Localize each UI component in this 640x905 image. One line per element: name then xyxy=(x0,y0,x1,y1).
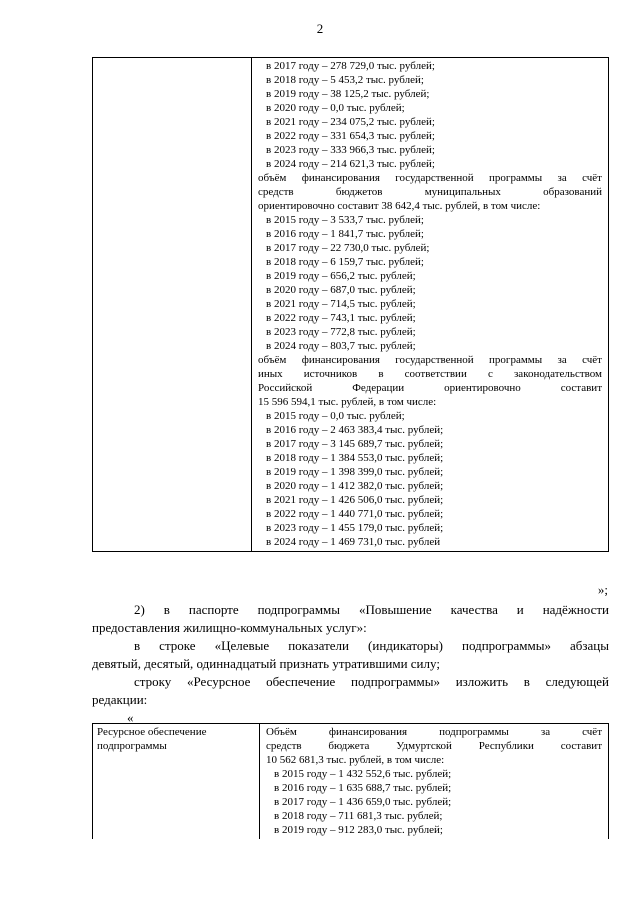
resource-line: в 2019 году – 912 283,0 тыс. рублей; xyxy=(274,824,443,836)
resource-content-cell xyxy=(260,724,609,840)
other-line: в 2015 году – 0,0 тыс. рублей; xyxy=(266,410,405,422)
municipal-line: в 2024 году – 803,7 тыс. рублей; xyxy=(266,340,416,352)
budget-line-2020: в 2020 году – 0,0 тыс. рублей; xyxy=(266,102,405,114)
other-heading-line3: Российской Федерации ориентировочно составит xyxy=(258,382,602,394)
funding-table-continued xyxy=(92,57,609,552)
resource-line: в 2015 году – 1 432 552,6 тыс. рублей; xyxy=(274,768,452,780)
other-heading-line2: иных источников в соответствии с законодательством xyxy=(258,368,602,380)
other-line: в 2016 году – 2 463 383,4 тыс. рублей; xyxy=(266,424,444,436)
municipal-line: в 2018 году – 6 159,7 тыс. рублей; xyxy=(266,256,424,268)
resource-heading-line2: средств бюджета Удмуртской Республики составит xyxy=(266,740,602,752)
resource-heading-line3: 10 562 681,3 тыс. рублей, в том числе: xyxy=(266,754,445,766)
municipal-line: в 2015 году – 3 533,7 тыс. рублей; xyxy=(266,214,424,226)
page-number: 2 xyxy=(316,21,324,36)
other-heading-line4: 15 596 594,1 тыс. рублей, в том числе: xyxy=(258,396,437,408)
resource-table xyxy=(92,723,609,839)
resources-paragraph-line1: строку «Ресурсное обеспечение подпрограммы» изложить в следующей xyxy=(134,674,609,689)
other-line: в 2019 году – 1 398 399,0 тыс. рублей; xyxy=(266,466,444,478)
table-label-cell xyxy=(93,58,252,552)
resource-line: в 2017 году – 1 436 659,0 тыс. рублей; xyxy=(274,796,452,808)
other-line: в 2023 году – 1 455 179,0 тыс. рублей; xyxy=(266,522,444,534)
table-content-cell xyxy=(252,58,609,552)
municipal-line: в 2019 году – 656,2 тыс. рублей; xyxy=(266,270,416,282)
other-line: в 2024 году – 1 469 731,0 тыс. рублей xyxy=(266,536,441,548)
municipal-heading-line3: ориентировочно составит 38 642,4 тыс. рублей, в том числе: xyxy=(258,200,541,212)
indicators-paragraph-line1: в строке «Целевые показатели (индикаторы) подпрограммы» абзацы xyxy=(134,638,609,653)
other-heading-line1: объём финансирования государственной программы за счёт xyxy=(258,354,602,366)
municipal-heading-line1: объём финансирования государственной программы за счёт xyxy=(258,172,602,184)
other-line: в 2022 году – 1 440 771,0 тыс. рублей; xyxy=(266,508,444,520)
municipal-line: в 2020 году – 687,0 тыс. рублей; xyxy=(266,284,416,296)
other-line: в 2017 году – 3 145 689,7 тыс. рублей; xyxy=(266,438,444,450)
resource-label-line1: Ресурсное обеспечение xyxy=(97,726,207,738)
resource-line: в 2016 году – 1 635 688,7 тыс. рублей; xyxy=(274,782,452,794)
resource-label-line2: подпрограммы xyxy=(97,740,167,752)
resources-paragraph-line2: редакции: xyxy=(92,692,148,707)
other-line: в 2018 году – 1 384 553,0 тыс. рублей; xyxy=(266,452,444,464)
municipal-line: в 2016 году – 1 841,7 тыс. рублей; xyxy=(266,228,424,240)
other-line: в 2021 году – 1 426 506,0 тыс. рублей; xyxy=(266,494,444,506)
budget-line-2023: в 2023 году – 333 966,3 тыс. рублей; xyxy=(266,144,435,156)
indicators-paragraph-line2: девятый, десятый, одиннадцатый признать утратившими силу; xyxy=(92,656,440,671)
closing-quote: »; xyxy=(597,582,608,597)
budget-line-2024: в 2024 году – 214 621,3 тыс. рублей; xyxy=(266,158,435,170)
budget-line-2022: в 2022 году – 331 654,3 тыс. рублей; xyxy=(266,130,435,142)
resource-label-cell xyxy=(93,724,260,840)
other-line: в 2020 году – 1 412 382,0 тыс. рублей; xyxy=(266,480,444,492)
opening-quote: « xyxy=(127,710,134,725)
amendment-paragraph-2-line1: 2) в паспорте подпрограммы «Повышение качества и надёжности xyxy=(134,602,609,617)
amendment-paragraph-2-line2: предоставления жилищно-коммунальных услуг»: xyxy=(92,620,367,635)
budget-line-2019: в 2019 году – 38 125,2 тыс. рублей; xyxy=(266,88,430,100)
budget-line-2021: в 2021 году – 234 075,2 тыс. рублей; xyxy=(266,116,435,128)
resource-line: в 2018 году – 711 681,3 тыс. рублей; xyxy=(274,810,443,822)
municipal-heading-line2: средств бюджетов муниципальных образований xyxy=(258,186,602,198)
budget-line-2017: в 2017 году – 278 729,0 тыс. рублей; xyxy=(266,60,435,72)
municipal-line: в 2022 году – 743,1 тыс. рублей; xyxy=(266,312,416,324)
municipal-line: в 2017 году – 22 730,0 тыс. рублей; xyxy=(266,242,430,254)
municipal-line: в 2021 году – 714,5 тыс. рублей; xyxy=(266,298,416,310)
municipal-line: в 2023 году – 772,8 тыс. рублей; xyxy=(266,326,416,338)
budget-line-2018: в 2018 году – 5 453,2 тыс. рублей; xyxy=(266,74,424,86)
resource-heading-line1: Объём финансирования подпрограммы за счёт xyxy=(266,726,602,738)
